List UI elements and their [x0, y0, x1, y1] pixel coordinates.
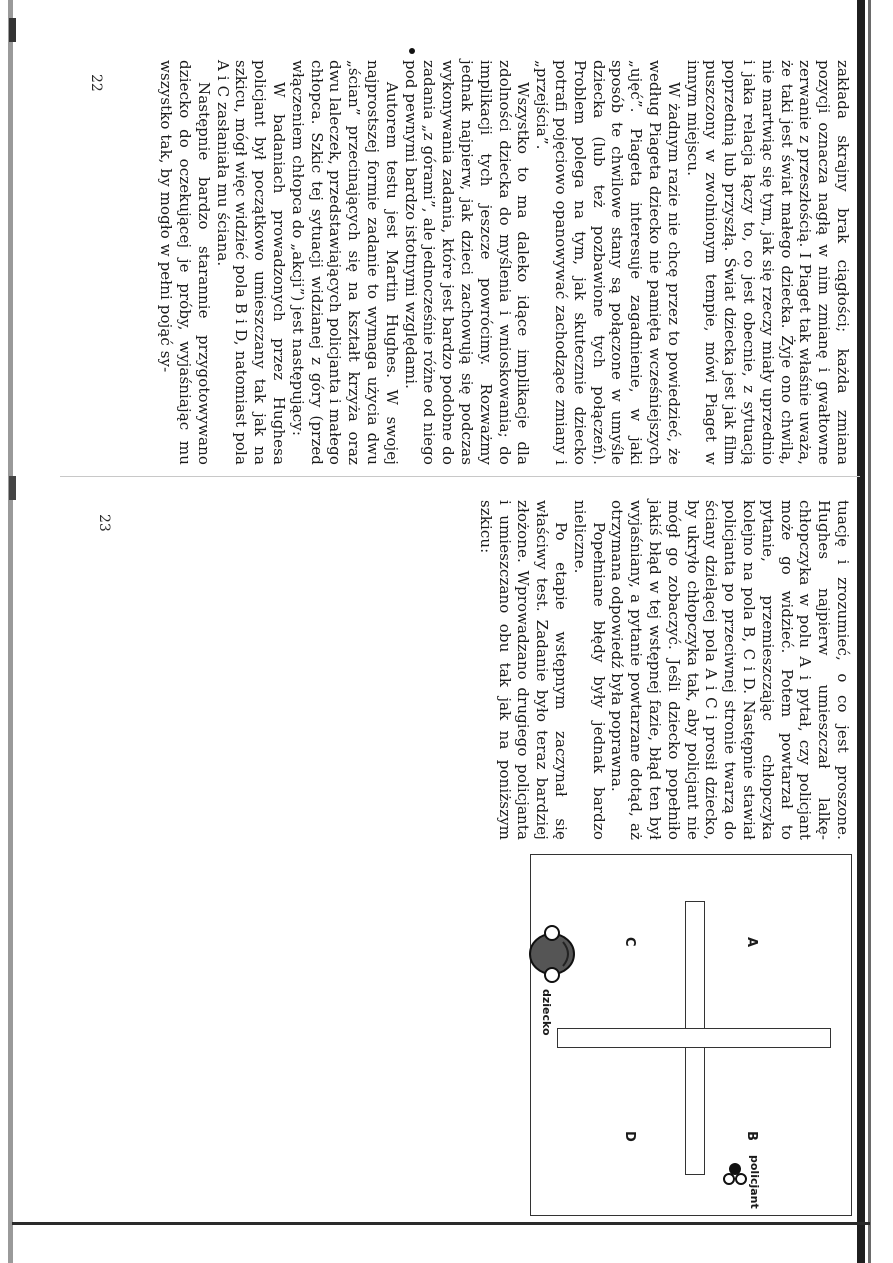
crossed-walls-diagram [530, 854, 852, 1216]
paragraph: tuację i zrozumieć, o co jest proszone. Hughes najpierw umieszczał lalkę-chłopczyka w polu A i pytał, czy policjant może go widzieć. Potem powtarzał to pytanie, przemieszczając chłopczyka kolejno na pola B, C i D. Następnie stawiał policjanta po przeciwnej stronie twarzą do ściany dzielącej pola A i C i prosił dziecko, by ukryło chłopczyka tak, aby policjant nie mógł go zobaczyć. Jeśli dziecko popełniło jakiś błąd w tej wstępnej fazie, błąd ten był wyjaśniany, a pytanie powtarzane dotąd, aż otrzymana odpowiedź była poprawna. [608, 500, 852, 840]
page-number: 23 [96, 514, 112, 532]
field-label-c: C [622, 937, 637, 947]
page-number: 22 [88, 74, 104, 92]
paragraph: zakłada skrajny brak ciągłości; każda zmiana pozycji oznacza nagłą w nim zmianę i gwałtowne zerwanie z przeszłością. I Piaget tak właśnie uważa, że taki jest świat małego dziecka. Żyje ono chwilą, nie martwiąc się tym, jak się rzeczy miały uprzednio i jaka relacja łączy to, co jest obecnie, z sytuacją poprzednią lub przyszłą. Świat dziecka jest jak film puszczony w zwolnionym tempie, mówi Piaget w innym miejscu. [683, 60, 852, 465]
child-label: dziecko [540, 989, 553, 1036]
page-gutter [60, 476, 860, 477]
paragraph: Następnie bardzo starannie przygotowywano dziecko do oczekującej je próby, wyjaśniając mu wszystko tak, by mogło w pełni pojąć sy- [157, 60, 213, 465]
paragraph: Po etapie wstępnym zaczynał się właściwy test. Zadanie było teraz bardziej złożone. Wprowadzano drugiego policjanta i umieszczano obu tak jak na poniższym szkicu: [476, 500, 571, 840]
paragraph: Autorem testu jest Martin Hughes. W swojej najprostszej formie zadanie to wymaga użycia dwu „ścian” przecinających się na kształt krzyża oraz dwu laleczek, przedstawiających policjanta i małego chłopca. Szkic tej sytuacji widzianej z góry (przed włączeniem chłopca do „akcji”) jest następujący: [288, 60, 401, 465]
scan-right-edge-shadow [868, 0, 871, 1263]
scan-left-mark [9, 476, 16, 500]
left-page-text [157, 60, 852, 465]
wall-crossing [686, 1029, 704, 1047]
right-page [92, 500, 852, 1220]
scan-left-edge [8, 0, 13, 1263]
policeman-figure-icon [723, 1161, 747, 1187]
scan-left-mark [9, 18, 16, 42]
paragraph: Wszystko to ma daleko idące implikacje dla zdolności dziecka do myślenia i wnioskowania; do implikacji tych jeszcze powrócimy. Rozważmy jednak najpierw, jak dzieci zachowują się podczas wykonywania zadania, które jest bardzo podobne do zadania „z górami”, ale jednocześnie różne od niego pod pewnymi bardzo istotnymi względami. [401, 60, 533, 465]
field-label-d: D [622, 1131, 637, 1142]
field-label-a: A [744, 937, 759, 948]
paragraph: W żadnym razie nie chcę przez to powiedzieć, że według Piageta dziecko nie pamięta wcześniejszych „ujęć”. Piageta interesuje zagadnienie, w jaki sposób te chwilowe stany są połączone w umyśle dziecka (lub też pozbawione tych połączeń). Problem polega na tym, jak skutecznie dziecko potrafi pojęciowo opanowywać zachodzące zmiany i „przejścia”. [533, 60, 683, 465]
scan-right-edge [857, 0, 865, 1263]
field-label-b: B [744, 1131, 759, 1141]
child-figure-icon [523, 925, 581, 983]
paragraph: Popełniane błędy były jednak bardzo nieliczne. [570, 500, 608, 840]
scan-bottom-edge [12, 1222, 870, 1225]
right-page-text [476, 500, 852, 840]
ink-dot [409, 48, 415, 54]
left-page [82, 60, 852, 465]
paragraph: W badaniach prowadzonych przez Hughesa policjant był początkowo umieszczany tak jak na szkicu, mógł więc widzieć pola B i D, natomiast pola A i C zasłaniała mu ściana. [213, 60, 289, 465]
policeman-label: policjant [748, 1155, 761, 1209]
